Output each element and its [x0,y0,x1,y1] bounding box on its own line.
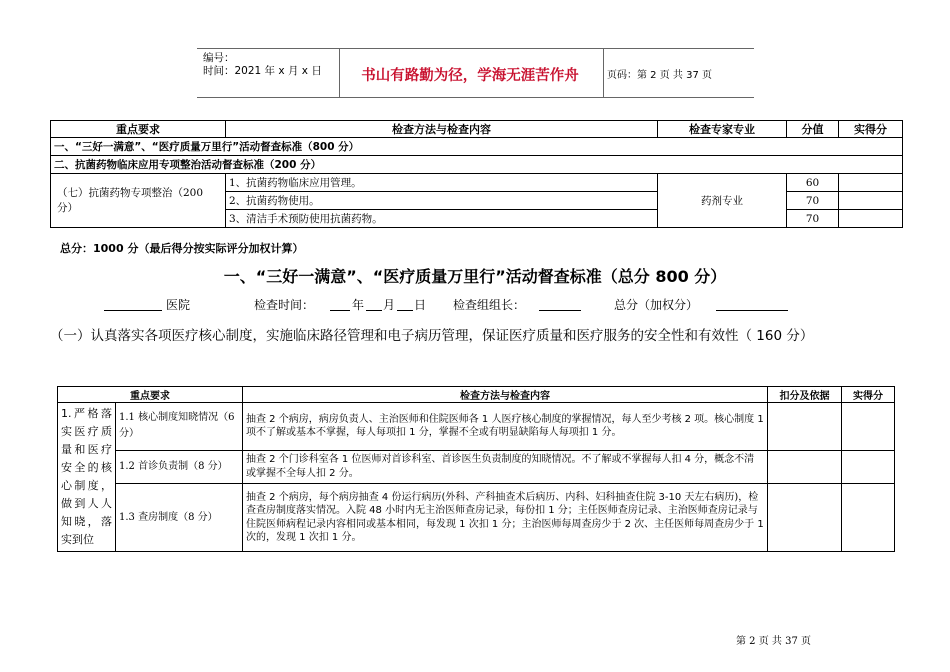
summary-table [50,120,903,228]
score-cell: 70 [787,192,839,210]
motto: 书山有路勤为径，学海无涯苦作舟 [361,67,579,84]
table-row: 1、抗菌药物临床应用管理。 [226,174,658,192]
header-method: 检查方法与检查内容 [226,121,658,138]
weighted-total-label: 总分（加权分） [614,298,699,312]
header-specialty: 检查专家专业 [658,121,787,138]
day-label: 日 [414,298,427,312]
weighted-total-blank[interactable] [716,310,788,311]
score-cell: 70 [787,210,839,228]
actual-score-cell[interactable] [842,484,895,552]
section-two-row: 二、抗菌药物临床应用专项整治活动督查标准（200 分） [51,156,903,174]
document-header [197,48,754,98]
actual-score-cell[interactable] [839,192,903,210]
table-row: 2、抗菌药物使用。 [226,192,658,210]
check-time-label: 检查时间： [254,298,315,312]
leader-label: 检查组组长： [453,298,526,312]
table-row: 3、清洁手术预防使用抗菌药物。 [226,210,658,228]
main-title: 一、“三好一满意”、“医疗质量万里行”活动督查标准（总分 800 分） [223,267,727,286]
total-line: 总分：1000 分（最后得分按实际评分加权计算） [60,242,304,255]
header-actual: 实得分 [842,387,895,403]
header-actual: 实得分 [839,121,903,138]
time-label: 时间：2021 年 x 月 x 日 [203,65,322,77]
score-cell: 60 [787,174,839,192]
header-key-requirement: 重点要求 [58,387,243,403]
item-label: 1.1 核心制度知晓情况（6 分） [116,403,243,451]
deduction-cell[interactable] [768,484,842,552]
month-label: 月 [383,298,396,312]
day-blank[interactable] [397,310,413,311]
year-blank[interactable] [330,310,350,311]
header-meta [197,49,339,97]
actual-score-cell[interactable] [839,210,903,228]
table-row: 抽查 2 个病房，病房负责人、主治医师和住院医师各 1 人医疗核心制度的掌握情况，每人至少考核 2 项。核心制度 1 项不了解或基本不掌握，每人每项扣 1 分，掌握不全或有明显缺陷每人每项扣 1 分。 [243,403,768,451]
page-info: 页码：第 2 页 共 37 页 [607,70,712,81]
year-label: 年 [352,298,365,312]
header-key-requirement: 重点要求 [51,121,226,138]
header-deduction: 扣分及依据 [768,387,842,403]
number-label: 编号： [203,52,235,64]
detail-table [57,386,895,552]
form-line [104,296,804,316]
leader-blank[interactable] [539,310,581,311]
table-row: 抽查 2 个门诊科室各 1 位医师对首诊科室、首诊医生负责制度的知晓情况。不了解或不掌握每人扣 4 分，概念不清或掌握不全每人扣 2 分。 [243,450,768,483]
deduction-cell[interactable] [768,450,842,483]
page-footer: 第 2 页 共 37 页 [736,636,811,647]
actual-score-cell[interactable] [842,450,895,483]
header-method: 检查方法与检查内容 [243,387,768,403]
month-blank[interactable] [366,310,382,311]
actual-score-cell[interactable] [842,403,895,451]
deduction-cell[interactable] [768,403,842,451]
item-label: （七）抗菌药物专项整治（200 分） [51,174,226,228]
specialty-cell: 药剂专业 [658,174,787,228]
actual-score-cell[interactable] [839,174,903,192]
item-label: 1.2 首诊负责制（8 分） [116,450,243,483]
section-heading: （一）认真落实各项医疗核心制度，实施临床路径管理和电子病历管理，保证医疗质量和医疗服务的安全性和有效性（ 160 分） [50,328,814,344]
header-score: 分值 [787,121,839,138]
hospital-blank[interactable] [104,310,162,311]
section-one-row: 一、“三好一满意”、“医疗质量万里行”活动督查标准（800 分） [51,138,903,156]
table-row: 抽查 2 个病房，每个病房抽查 4 份运行病历(外科、产科抽查术后病历、内科、妇科抽查住院 3-10 天左右病历)，检查查房制度落实情况。入院 48 小时内无主治医师查房记录，每份扣 1 分；主任医师查房记录、主治医师查房记录与住院医师病程记录内容相同或基本相同，每发现 1 次扣 1 分；主治医师每周查房少于 2 次、主任医师每周查房少于 1 次的，发现 1 次扣 1 分。 [243,484,768,552]
group-label: 1.严格落实医疗质量和医疗安全的核心制度，做到人人知晓，落实到位 [58,403,116,552]
hospital-label: 医院 [166,298,191,312]
item-label: 1.3 查房制度（8 分） [116,484,243,552]
